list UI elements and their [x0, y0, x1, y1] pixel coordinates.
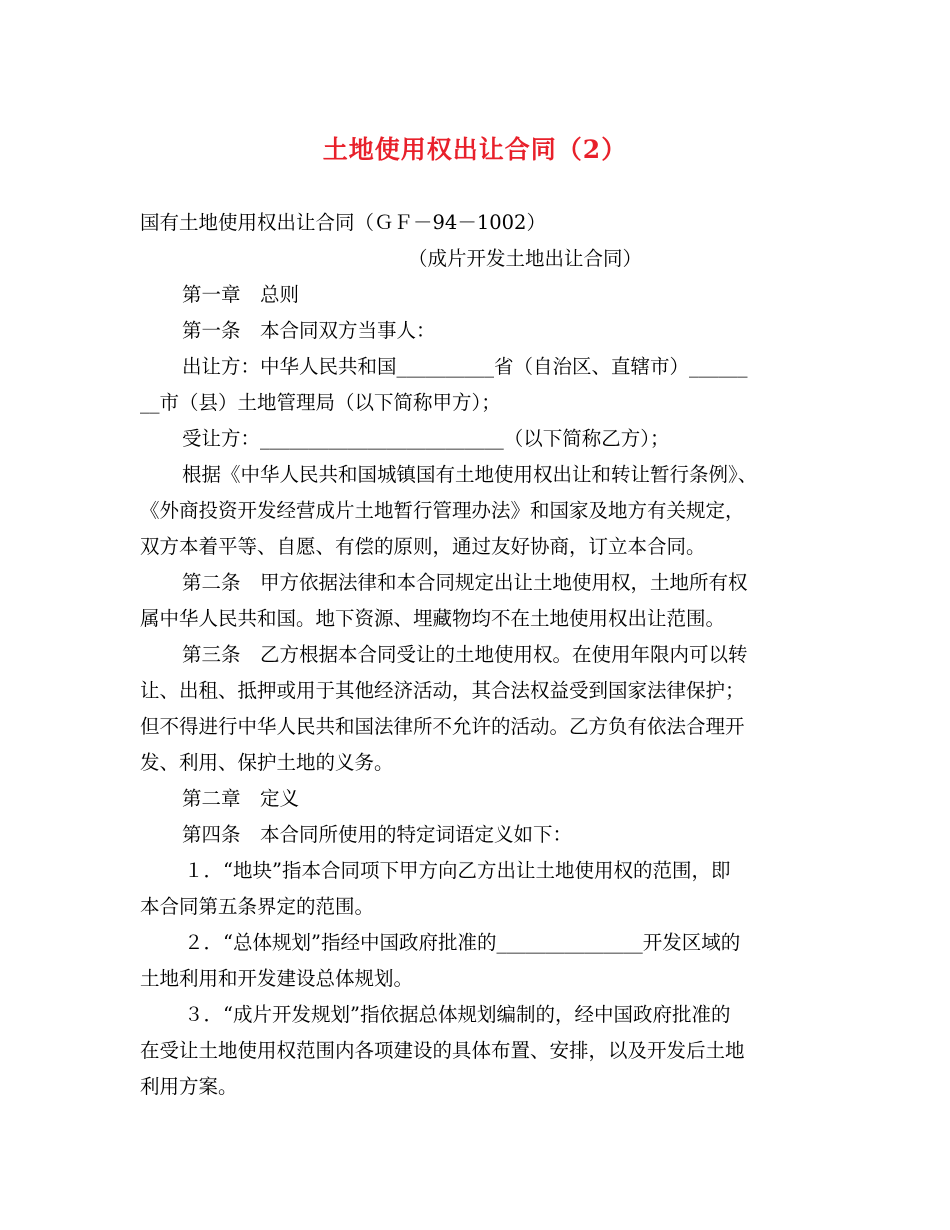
chapter-heading: 第一章 总则 [182, 283, 300, 306]
paragraph-line: 第二条 甲方依据法律和本合同规定出让土地使用权，土地所有权 [182, 571, 748, 594]
paragraph-line: 《外商投资开发经营成片土地暂行管理办法》和国家及地方有关规定， [140, 499, 745, 522]
paragraph-line: 土地利用和开发建设总体规划。 [140, 967, 414, 990]
paragraph-line: 发、利用、保护土地的义务。 [140, 751, 394, 774]
contract-subtitle: （成片开发土地出让合同） [408, 247, 643, 270]
paragraph-line: 让、出租、抵押或用于其他经济活动，其合法权益受到国家法律保护； [140, 679, 745, 702]
document-body [140, 205, 815, 1105]
chapter-heading: 第二章 定义 [182, 787, 300, 810]
paragraph-line: 属中华人民共和国。地下资源、埋藏物均不在土地使用权出让范围。 [140, 607, 726, 630]
article-heading: 第一条 本合同双方当事人： [182, 319, 436, 342]
paragraph-line: 根据《中华人民共和国城镇国有土地使用权出让和转让暂行条例》、 [182, 463, 758, 486]
definition-item: １．“地块”指本合同项下甲方向乙方出让土地使用权的范围，即 [184, 859, 731, 882]
article-heading: 第四条 本合同所使用的特定词语定义如下： [182, 823, 573, 846]
contract-code-line: 国有土地使用权出让合同（ＧＦ－94－1002） [140, 211, 546, 234]
paragraph-line: 受让方：_________________________（以下简称乙方）； [182, 427, 670, 450]
definition-item: ２．“总体规划”指经中国政府批准的_______________开发区域的 [184, 931, 741, 954]
paragraph-line: __市（县）土地管理局（以下简称甲方）； [140, 391, 501, 414]
paragraph-line: 但不得进行中华人民共和国法律所不允许的活动。乙方负有依法合理开 [140, 715, 745, 738]
document-title: 土地使用权出让合同（2） [322, 135, 628, 164]
paragraph-line: 在受让土地使用权范围内各项建设的具体布置、安排，以及开发后土地 [140, 1039, 745, 1062]
paragraph-line: 出让方：中华人民共和国__________省（自治区、直辖市）______ [182, 355, 748, 378]
definition-item: ３．“成片开发规划”指依据总体规划编制的，经中国政府批准的 [184, 1003, 731, 1026]
paragraph-line: 利用方案。 [140, 1075, 238, 1098]
paragraph-line: 双方本着平等、自愿、有偿的原则，通过友好协商，订立本合同。 [140, 535, 706, 558]
paragraph-line: 本合同第五条界定的范围。 [140, 895, 375, 918]
paragraph-line: 第三条 乙方根据本合同受让的土地使用权。在使用年限内可以转 [182, 643, 748, 666]
